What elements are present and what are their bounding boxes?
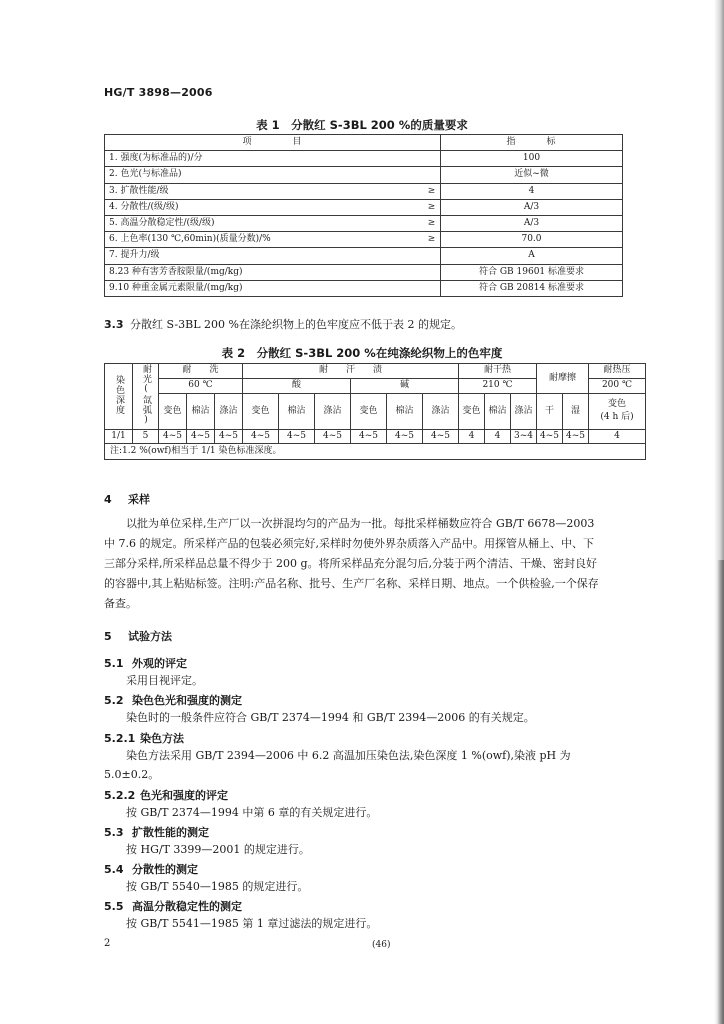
sub-header-poly: 涤沾 bbox=[215, 393, 243, 429]
table2-cell: 4~5 bbox=[423, 430, 459, 444]
scan-edge-shadow-dark bbox=[717, 560, 724, 1024]
table1-sym: ≥ bbox=[423, 199, 441, 215]
clause-5-2-1-line-1: 染色方法采用 GB/T 2394—2006 中 6.2 高温加压染色法,染色深度 1 %(owf),染液 pH 为 bbox=[126, 749, 571, 762]
clause-number: 5.5 bbox=[104, 900, 124, 913]
table1-value: A/3 bbox=[441, 199, 623, 215]
table1-value: 70.0 bbox=[441, 232, 623, 248]
table2-cell: 4 bbox=[485, 430, 511, 444]
sub-header-poly: 涤沾 bbox=[423, 393, 459, 429]
wash-temp: 60 ℃ bbox=[159, 378, 243, 393]
table2-header-wash: 耐 洗 bbox=[159, 364, 243, 379]
table-row bbox=[105, 151, 623, 167]
alkali-label: 碱 bbox=[351, 378, 459, 393]
clause-number: 5.1 bbox=[104, 657, 124, 670]
table2-caption: 表 2 分散红 S-3BL 200 %在纯涤纶织物上的色牢度 bbox=[221, 346, 503, 360]
table1-sym bbox=[423, 280, 441, 296]
table2-header-dryheat: 耐干热 bbox=[459, 364, 537, 379]
table1-sym bbox=[423, 167, 441, 183]
table1-item: 7. 提升力/级 bbox=[105, 248, 424, 264]
table2-cell: 1/1 bbox=[105, 430, 133, 444]
section-4-heading bbox=[104, 491, 150, 507]
table1-item: 1. 强度(为标准品的)/分 bbox=[105, 151, 424, 167]
table2-cell: 4~5 bbox=[563, 430, 589, 444]
table-row bbox=[105, 167, 623, 183]
table2-color-fastness bbox=[104, 363, 646, 460]
dryheat-temp: 210 ℃ bbox=[459, 378, 537, 393]
clause-title: 染色方法 bbox=[140, 732, 184, 745]
sub-header-dry: 干 bbox=[537, 393, 563, 429]
table2-header-press: 耐热压 bbox=[589, 364, 646, 379]
sub-header-change: 变色 bbox=[159, 393, 187, 429]
table1-sym: ≥ bbox=[423, 215, 441, 231]
standard-code-header: HG/T 3898—2006 bbox=[104, 86, 213, 99]
sub-header-cotton: 棉沾 bbox=[387, 393, 423, 429]
table1-item: 2. 色光(与标准品) bbox=[105, 167, 424, 183]
table1-quality-requirements bbox=[104, 134, 623, 297]
table2-header-light bbox=[133, 364, 159, 430]
table-row bbox=[105, 248, 623, 264]
table-row bbox=[105, 183, 623, 199]
table1-sym bbox=[423, 248, 441, 264]
clause-5-2-2-heading bbox=[104, 787, 228, 803]
section-4-line-3: 三部分采样,所采样品总量不得少于 200 g。将所采样品充分混匀后,分装于两个清洁、干燥、密封良好 bbox=[104, 557, 598, 570]
clause-title: 外观的评定 bbox=[132, 657, 187, 670]
light-label: 耐光(氙弧) bbox=[141, 364, 151, 426]
table1-caption: 表 1 分散红 S-3BL 200 %的质量要求 bbox=[256, 118, 468, 132]
table2-cell: 4 bbox=[589, 430, 646, 444]
table1-sym: ≥ bbox=[423, 232, 441, 248]
clause-title: 扩散性能的测定 bbox=[132, 826, 209, 839]
section-title: 采样 bbox=[128, 493, 150, 506]
table1-value: A/3 bbox=[441, 215, 623, 231]
clause-number: 5.2.2 bbox=[104, 789, 136, 802]
sub-header-change: 变色 bbox=[351, 393, 387, 429]
table1-sym: ≥ bbox=[423, 183, 441, 199]
table-row bbox=[105, 280, 623, 296]
table2-cell: 4~5 bbox=[279, 430, 315, 444]
table1-item: 4. 分散性/(级/级) bbox=[105, 199, 424, 215]
clause-number: 5.2.1 bbox=[104, 732, 136, 745]
page-number: 2 bbox=[104, 938, 111, 949]
table1-sym bbox=[423, 151, 441, 167]
clause-5-1-text: 采用目视评定。 bbox=[126, 674, 203, 687]
clause-5-2-1-heading bbox=[104, 730, 184, 746]
table2-cell: 4~5 bbox=[315, 430, 351, 444]
clause-5-5-text: 按 GB/T 5541—1985 第 1 章过滤法的规定进行。 bbox=[126, 917, 378, 930]
table2-cell: 4~5 bbox=[215, 430, 243, 444]
section-4-line-2: 中 7.6 的规定。所采样产品的包装必须完好,采样时勿使外界杂质落入产品中。用探管从桶上、中、下 bbox=[104, 537, 594, 550]
sub-header-press bbox=[589, 393, 646, 429]
table-row bbox=[105, 430, 646, 444]
clause-5-3-text: 按 HG/T 3399—2001 的规定进行。 bbox=[126, 843, 310, 856]
table2-cell: 5 bbox=[133, 430, 159, 444]
table1-value: 4 bbox=[441, 183, 623, 199]
table1-item: 5. 高温分散稳定性/(级/级) bbox=[105, 215, 424, 231]
section-4-line-1: 以批为单位采样,生产厂以一次拼混均匀的产品为一批。每批采样桶数应符合 GB/T 6678—2003 bbox=[126, 517, 595, 530]
clause-number: 3.3 bbox=[104, 318, 124, 331]
table1-value: A bbox=[441, 248, 623, 264]
table1-value: 100 bbox=[441, 151, 623, 167]
table2-cell: 4~5 bbox=[387, 430, 423, 444]
clause-5-1-heading bbox=[104, 655, 187, 671]
sub-header-cotton: 棉沾 bbox=[187, 393, 215, 429]
press-change-label: 变色 bbox=[607, 398, 626, 409]
table2-cell: 4~5 bbox=[537, 430, 563, 444]
table1-item: 6. 上色率(130 ℃,60min)(质量分数)/% bbox=[105, 232, 424, 248]
clause-5-4-heading bbox=[104, 861, 198, 877]
sub-header-change: 变色 bbox=[459, 393, 485, 429]
sub-header-cotton: 棉沾 bbox=[485, 393, 511, 429]
depth-label: 染色深度 bbox=[114, 375, 124, 415]
table1-value: 符合 GB 19601 标准要求 bbox=[441, 264, 623, 280]
clause-5-2-1-line-2: 5.0±0.2。 bbox=[104, 768, 160, 781]
sub-header-poly: 涤沾 bbox=[511, 393, 537, 429]
clause-number: 5.4 bbox=[104, 863, 124, 876]
table1-item: 9.10 种重金属元素限量/(mg/kg) bbox=[105, 280, 424, 296]
table1-value: 近似~微 bbox=[441, 167, 623, 183]
table1-item: 3. 扩散性能/级 bbox=[105, 183, 424, 199]
section-5-heading bbox=[104, 628, 172, 644]
sub-header-poly: 涤沾 bbox=[315, 393, 351, 429]
acid-label: 酸 bbox=[243, 378, 351, 393]
section-number: 4 bbox=[104, 493, 112, 506]
table2-cell: 4 bbox=[459, 430, 485, 444]
press-time-label: (4 h 后) bbox=[600, 412, 634, 423]
clause-title: 色光和强度的评定 bbox=[140, 789, 228, 802]
table1-value: 符合 GB 20814 标准要求 bbox=[441, 280, 623, 296]
table1-sym bbox=[423, 264, 441, 280]
clause-5-4-text: 按 GB/T 5540—1985 的规定进行。 bbox=[126, 880, 309, 893]
table2-header-rub: 耐摩擦 bbox=[537, 364, 589, 394]
section-number: 5 bbox=[104, 630, 112, 643]
table2-cell: 4~5 bbox=[243, 430, 279, 444]
press-temp: 200 ℃ bbox=[589, 378, 646, 393]
table-row bbox=[105, 215, 623, 231]
table2-cell: 4~5 bbox=[159, 430, 187, 444]
table-row bbox=[105, 264, 623, 280]
table2-note: 注:1.2 %(owf)相当于 1/1 染色标准深度。 bbox=[105, 444, 646, 460]
sub-header-cotton: 棉沾 bbox=[279, 393, 315, 429]
clause-title: 染色色光和强度的测定 bbox=[132, 694, 242, 707]
page-number-alt: (46) bbox=[372, 940, 391, 950]
section-title: 试验方法 bbox=[128, 630, 172, 643]
table1-header-index: 指 标 bbox=[441, 135, 623, 151]
clause-5-5-heading bbox=[104, 898, 242, 914]
clause-3-3 bbox=[104, 318, 462, 332]
table-row bbox=[105, 199, 623, 215]
clause-number: 5.3 bbox=[104, 826, 124, 839]
clause-title: 高温分散稳定性的测定 bbox=[132, 900, 242, 913]
table2-cell: 3~4 bbox=[511, 430, 537, 444]
table2-cell: 4~5 bbox=[187, 430, 215, 444]
table2-header-depth bbox=[105, 364, 133, 430]
clause-5-3-heading bbox=[104, 824, 209, 840]
table2-cell: 4~5 bbox=[351, 430, 387, 444]
clause-text: 分散红 S-3BL 200 %在涤纶织物上的色牢度应不低于表 2 的规定。 bbox=[130, 318, 462, 331]
clause-5-2-heading bbox=[104, 692, 242, 708]
sub-header-wet: 湿 bbox=[563, 393, 589, 429]
clause-title: 分散性的测定 bbox=[132, 863, 198, 876]
clause-5-2-text: 染色时的一般条件应符合 GB/T 2374—1994 和 GB/T 2394—2006 的有关规定。 bbox=[126, 711, 535, 724]
table2-header-sweat: 耐 汗 渍 bbox=[243, 364, 459, 379]
clause-number: 5.2 bbox=[104, 694, 124, 707]
section-4-line-5: 备查。 bbox=[104, 597, 137, 610]
table1-header-item: 项 目 bbox=[105, 135, 441, 151]
clause-5-2-2-text: 按 GB/T 2374—1994 中第 6 章的有关规定进行。 bbox=[126, 806, 378, 819]
section-4-line-4: 的容器中,其上粘贴标签。注明:产品名称、批号、生产厂名称、采样日期、地点。一个供检验,一个保存 bbox=[104, 577, 599, 590]
table-row bbox=[105, 232, 623, 248]
sub-header-change: 变色 bbox=[243, 393, 279, 429]
table1-item: 8.23 种有害芳香胺限量/(mg/kg) bbox=[105, 264, 424, 280]
